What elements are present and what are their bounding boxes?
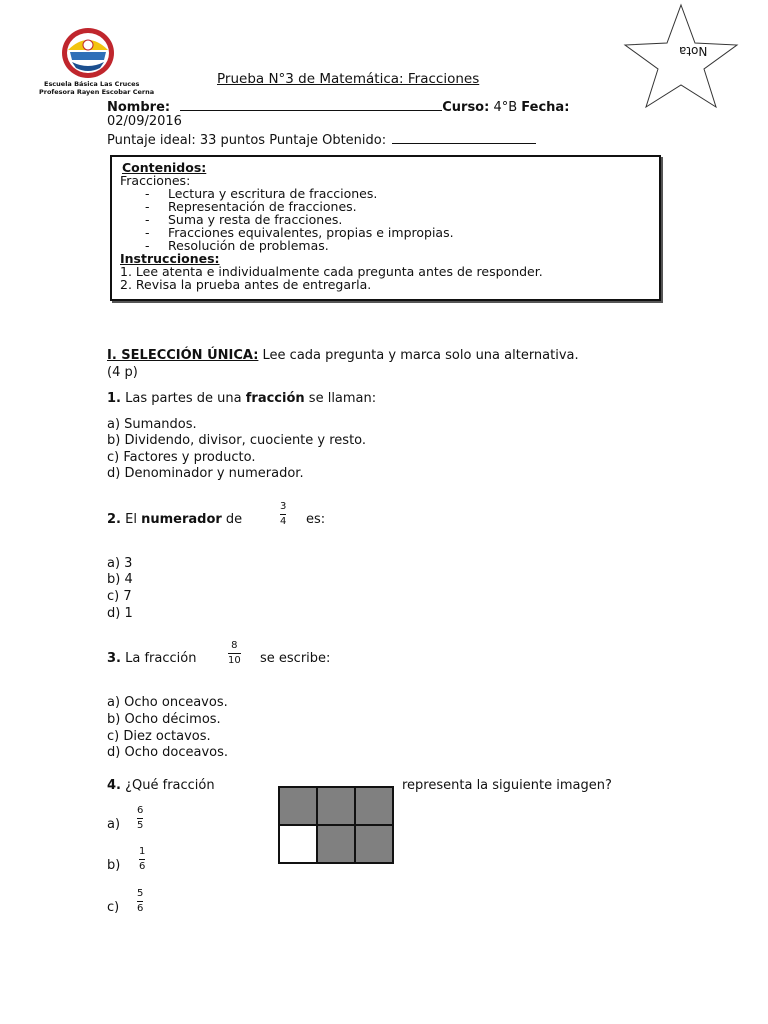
grid-cell-shaded bbox=[279, 787, 317, 825]
grid-cell-shaded bbox=[317, 825, 355, 863]
q2-option-a[interactable]: a) 3 bbox=[107, 556, 133, 571]
question-3: 3. La fracción bbox=[107, 651, 197, 666]
contents-item: - Resolución de problemas. bbox=[145, 238, 329, 253]
question-2: 2. El numerador de bbox=[107, 512, 243, 527]
section-heading-row bbox=[107, 348, 579, 363]
q3-after: se escribe: bbox=[260, 651, 331, 666]
contents-box bbox=[110, 155, 661, 301]
q4-option-c-fraction: 5 6 bbox=[137, 888, 144, 914]
q1-option-b[interactable]: b) Dividendo, divisor, cuociente y resto. bbox=[107, 433, 367, 448]
q3-option-a[interactable]: a) Ocho onceavos. bbox=[107, 695, 228, 710]
q3-option-d[interactable]: d) Ocho doceavos. bbox=[107, 745, 229, 760]
contents-topic: Fracciones: bbox=[120, 173, 191, 188]
q3-option-b[interactable]: b) Ocho décimos. bbox=[107, 712, 221, 727]
date-label: Fecha: bbox=[521, 100, 570, 115]
question-1: 1. Las partes de una fracción se llaman: bbox=[107, 391, 377, 406]
q4-option-b[interactable]: b) bbox=[107, 858, 121, 873]
q4-post: representa la siguiente imagen? bbox=[402, 778, 612, 793]
name-label: Nombre: bbox=[107, 100, 171, 115]
course-label: Curso: bbox=[442, 100, 490, 115]
course-value: 4°B bbox=[493, 100, 518, 115]
contents-title: Contenidos: bbox=[122, 160, 207, 175]
contents-item: - Suma y resta de fracciones. bbox=[145, 212, 343, 227]
q4-option-a-fraction: 6 5 bbox=[137, 805, 144, 831]
name-course-row bbox=[107, 98, 569, 115]
q4-option-c[interactable]: c) bbox=[107, 900, 120, 915]
section-points: (4 p) bbox=[107, 365, 138, 380]
section-heading: I. SELECCIÓN ÚNICA: bbox=[107, 348, 259, 363]
score-text: Puntaje ideal: 33 puntos Puntaje Obtenido: bbox=[107, 133, 387, 148]
q2-after: es: bbox=[306, 512, 326, 527]
score-row bbox=[107, 131, 536, 148]
grid-cell-shaded bbox=[355, 787, 393, 825]
q2-option-b[interactable]: b) 4 bbox=[107, 572, 133, 587]
q3-option-c[interactable]: c) Diez octavos. bbox=[107, 729, 211, 744]
q1-option-d[interactable]: d) Denominador y numerador. bbox=[107, 466, 304, 481]
score-field[interactable] bbox=[392, 131, 536, 144]
q2-option-c[interactable]: c) 7 bbox=[107, 589, 132, 604]
grid-cell-empty bbox=[279, 825, 317, 863]
name-field[interactable] bbox=[180, 98, 442, 111]
section-instruction: Lee cada pregunta y marca solo una alternativa. bbox=[258, 348, 579, 363]
q4-option-b-fraction: 1 6 bbox=[139, 846, 146, 872]
q3-fraction: 8 10 bbox=[228, 640, 241, 666]
date-value: 02/09/2016 bbox=[107, 114, 182, 129]
school-name: Escuela Básica Las Cruces bbox=[44, 80, 140, 88]
q1-option-a[interactable]: a) Sumandos. bbox=[107, 417, 197, 432]
instruction-item: 2. Revisa la prueba antes de entregarla. bbox=[120, 277, 372, 292]
q4-option-a[interactable]: a) bbox=[107, 817, 121, 832]
school-logo bbox=[60, 26, 116, 80]
page-title: Prueba N°3 de Matemática: Fracciones bbox=[217, 71, 480, 87]
contents-item: - Fracciones equivalentes, propias e impropias. bbox=[145, 225, 454, 240]
question-4: 4. ¿Qué fracción bbox=[107, 778, 215, 793]
fraction-grid bbox=[278, 786, 394, 864]
grid-cell-shaded bbox=[317, 787, 355, 825]
grade-label: Nota bbox=[679, 44, 708, 58]
q2-fraction: 3 4 bbox=[280, 501, 287, 527]
contents-item: - Lectura y escritura de fracciones. bbox=[145, 186, 378, 201]
grid-cell-shaded bbox=[355, 825, 393, 863]
contents-item: - Representación de fracciones. bbox=[145, 199, 357, 214]
teacher-name: Profesora Rayen Escobar Cerna bbox=[39, 88, 155, 96]
instructions-title: Instrucciones: bbox=[120, 251, 220, 266]
q2-option-d[interactable]: d) 1 bbox=[107, 606, 133, 621]
instruction-item: 1. Lee atenta e individualmente cada pregunta antes de responder. bbox=[120, 264, 543, 279]
q1-option-c[interactable]: c) Factores y producto. bbox=[107, 450, 256, 465]
